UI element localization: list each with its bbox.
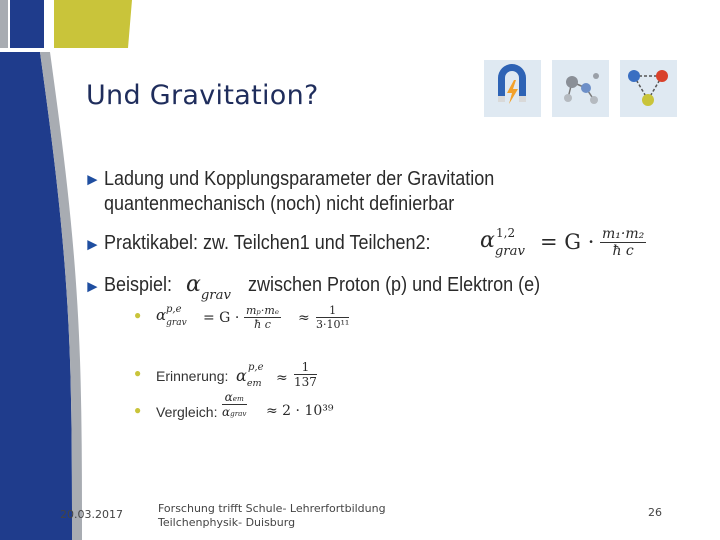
footer-event-line-2: Teilchenphysik- Duisburg bbox=[158, 516, 296, 529]
deco-navy-block bbox=[10, 0, 44, 48]
bullet-arrow-icon: ► bbox=[84, 277, 101, 296]
alpha-em-pe: $\alpha_{em}$ bbox=[236, 366, 262, 389]
alpha-grav-12-superscript: 1,2 bbox=[496, 226, 516, 240]
alpha-grav-12: $\alpha_{grav}$ bbox=[480, 228, 525, 259]
deco-navy-swoosh bbox=[0, 52, 72, 540]
erinnerung-label: Erinnerung: bbox=[156, 368, 229, 384]
alpha-grav-pe: $\alpha_{grav}$ bbox=[156, 306, 187, 328]
topic-icons bbox=[484, 60, 677, 117]
m1m2-over-hbarc: $\frac{\text{m₁·m₂}}{\text{ħ c}}$ bbox=[602, 226, 645, 259]
alpha-em-over-alpha-grav: αem αgrav bbox=[222, 390, 247, 419]
footer-event-line-1: Forschung trifft Schule- Lehrerfortbildung bbox=[158, 502, 386, 515]
one-over-3e11: $\frac{1}{\text{3·10¹¹}}$ bbox=[316, 304, 350, 331]
approx-sign: ≈ bbox=[298, 310, 310, 326]
bullet-arrow-icon: ► bbox=[84, 235, 101, 254]
alpha-grav-inline: $\alpha_{grav}$ bbox=[186, 272, 231, 303]
sub-bullet-dot: ● bbox=[134, 366, 142, 380]
sub-bullet-dot: ● bbox=[134, 308, 142, 322]
bullet-1-line-1: Ladung und Kopplungsparameter der Gravitation bbox=[104, 168, 495, 190]
bullet-3-text-b: zwischen Proton (p) und Elektron (e) bbox=[248, 274, 541, 296]
ratio-result: ≈ 2 · 10³⁹ bbox=[266, 403, 334, 419]
page-number: 26 bbox=[648, 506, 662, 519]
bullet-arrow-icon: ► bbox=[84, 170, 101, 189]
bullet-1-line-2: quantenmechanisch (noch) nicht definierbar bbox=[104, 193, 455, 215]
magnet-lightning-icon bbox=[484, 60, 541, 117]
sub-bullet-dot: ● bbox=[134, 403, 142, 417]
one-over-137: $\frac{1}{137}$ bbox=[294, 360, 317, 389]
deco-yellow-block-right bbox=[68, 0, 132, 48]
approx-sign: ≈ bbox=[276, 370, 288, 386]
vergleich-label: Vergleich: bbox=[156, 404, 218, 420]
mpme-over-hbarc: $\frac{\text{mₚ·mₑ}}{\text{ħ c}}$ bbox=[246, 304, 280, 331]
equals-G: = G · bbox=[540, 230, 595, 254]
footer-date: 20.03.2017 bbox=[60, 508, 123, 521]
alpha-grav-pe-superscript: p,e bbox=[166, 304, 182, 315]
bullet-3-text-a: Beispiel: bbox=[104, 274, 173, 296]
slide-title: Und Gravitation? bbox=[86, 80, 319, 111]
deco-gray-block bbox=[0, 0, 8, 48]
particle-triangle-icon bbox=[620, 60, 677, 117]
equals-G-small: = G · bbox=[203, 310, 240, 326]
bullet-2-text: Praktikabel: zw. Teilchen1 und Teilchen2: bbox=[104, 232, 431, 254]
alpha-em-pe-superscript: p,e bbox=[248, 362, 264, 373]
molecule-icon bbox=[552, 60, 609, 117]
